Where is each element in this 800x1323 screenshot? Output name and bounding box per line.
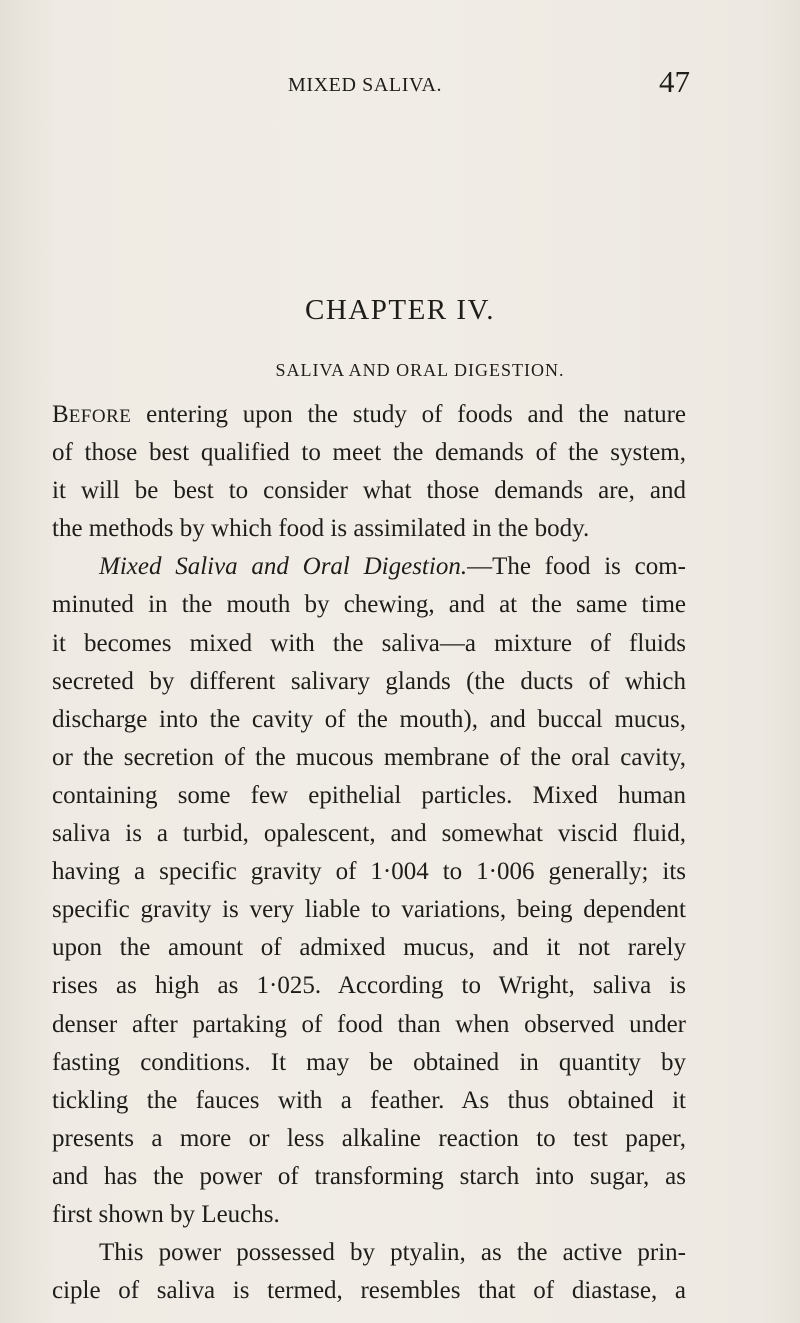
- text-line: specific gravity is very liable to variations, being dependent: [52, 896, 686, 924]
- text-line: presents a more or less alkaline reaction to test paper,: [52, 1124, 686, 1152]
- text-line: it becomes mixed with the saliva—a mixture of fluids: [52, 629, 686, 657]
- text-line: discharge into the cavity of the mouth), and buccal mucus,: [52, 705, 686, 733]
- small-caps-word: EFORE: [68, 406, 132, 427]
- text-line: upon the amount of admixed mucus, and it not rarely: [52, 934, 686, 962]
- text-line: the methods by which food is assimilated in the body.: [52, 515, 590, 543]
- text-line: ciple of saliva is termed, resembles that of diastase, a: [52, 1277, 686, 1305]
- chapter-subheading: SALIVA AND ORAL DIGESTION.: [275, 360, 565, 380]
- text-line: it will be best to consider what those demands are, and: [52, 477, 686, 505]
- body-text: [52, 396, 686, 1310]
- line-text: —The food is com-: [467, 553, 686, 581]
- text-line: [52, 548, 686, 586]
- small-caps-initial: B: [52, 401, 69, 428]
- running-title: MIXED SALIVA.: [288, 74, 443, 96]
- text-line: [52, 396, 686, 434]
- line-text: entering upon the study of foods and the nature: [146, 401, 686, 428]
- text-line: secreted by different salivary glands (the ducts of which: [52, 667, 686, 695]
- side-heading: Mixed Saliva and Oral Digestion.: [99, 553, 468, 581]
- text-line: and has the power of transforming starch into sugar, as: [52, 1162, 686, 1190]
- text-line: saliva is a turbid, opalescent, and somewhat viscid fluid,: [52, 820, 686, 848]
- text-line: containing some few epithelial particles. Mixed human: [52, 781, 686, 809]
- text-line: fasting conditions. It may be obtained in quantity by: [52, 1048, 686, 1076]
- text-line: denser after partaking of food than when observed under: [52, 1010, 686, 1038]
- chapter-heading: CHAPTER IV.: [305, 294, 495, 326]
- page-header: [0, 64, 800, 104]
- text-line: or the secretion of the mucous membrane of the oral cavity,: [52, 743, 686, 771]
- text-line: minuted in the mouth by chewing, and at the same time: [52, 591, 686, 619]
- text-line: having a specific gravity of 1·004 to 1·006 generally; its: [52, 858, 686, 886]
- text-line: tickling the fauces with a feather. As thus obtained it: [52, 1086, 686, 1114]
- text-line: rises as high as 1·025. According to Wright, saliva is: [52, 972, 686, 1000]
- page-number: 47: [659, 64, 690, 99]
- text-line: This power possessed by ptyalin, as the active prin-: [99, 1239, 686, 1267]
- text-line: of those best qualified to meet the demands of the system,: [52, 439, 686, 467]
- text-line: first shown by Leuchs.: [52, 1200, 280, 1228]
